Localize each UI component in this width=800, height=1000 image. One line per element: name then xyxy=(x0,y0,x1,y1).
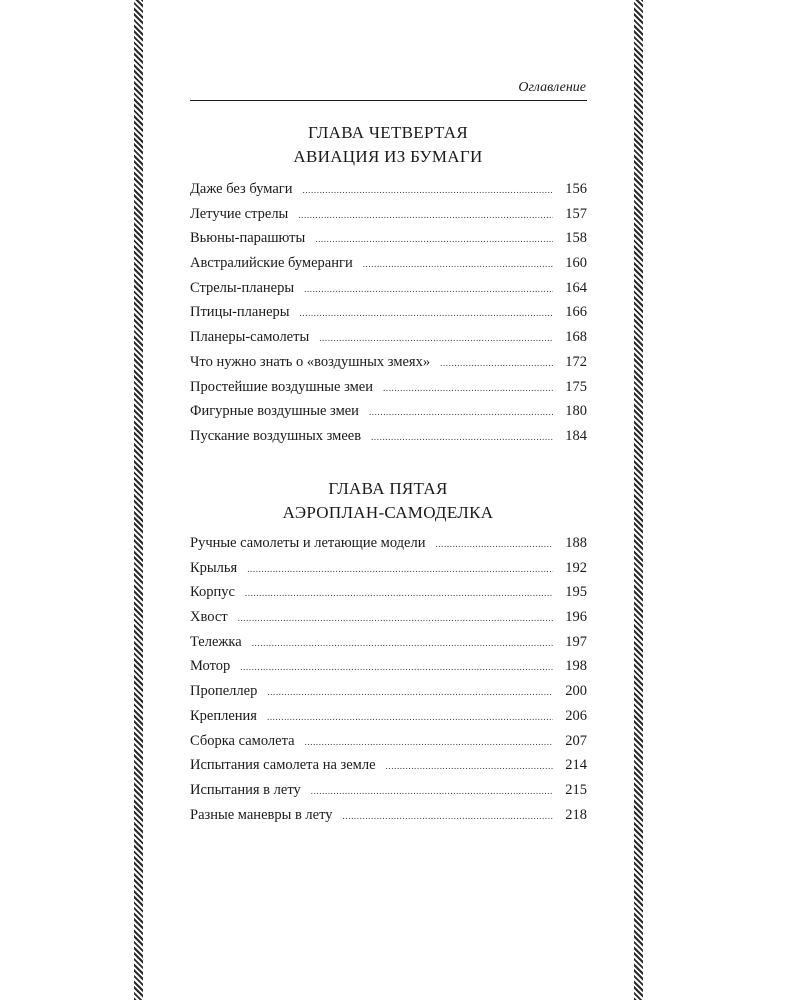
toc-entry xyxy=(190,580,587,605)
chapter-number: ГЛАВА ЧЕТВЕРТАЯ xyxy=(307,123,468,142)
toc-entry-page-number: 175 xyxy=(565,378,587,395)
dot-leader xyxy=(240,655,553,680)
toc-entry-title: Тележка xyxy=(190,633,242,650)
toc-entry-title: Даже без бумаги xyxy=(190,181,293,197)
toc-entry-page-number: 168 xyxy=(565,329,587,346)
toc-entry-page-number: 172 xyxy=(565,353,587,370)
toc-entry-title: Ручные самолеты и летающие модели xyxy=(190,535,426,551)
decorative-border-right xyxy=(634,0,643,1000)
toc-entry-page-number: 218 xyxy=(565,806,587,823)
toc-entry-page-number: 158 xyxy=(565,230,587,247)
toc-entry-title: Мотор xyxy=(190,658,231,675)
toc-entry-title: Разные маневры в лету xyxy=(190,806,333,823)
chapter-title: АВИАЦИЯ ИЗ БУМАГИ xyxy=(293,147,483,166)
dot-leader xyxy=(369,400,553,425)
toc-entry-title: Корпус xyxy=(190,584,235,601)
chapter-heading xyxy=(190,477,586,525)
toc-entry xyxy=(190,202,587,227)
dot-leader xyxy=(267,705,553,730)
dot-leader xyxy=(238,606,553,631)
toc-entry-title: Простейшие воздушные змеи xyxy=(190,378,373,395)
toc-entry-title: Птицы-планеры xyxy=(190,304,290,321)
toc-entry-page-number: 197 xyxy=(565,633,587,650)
toc-entry-page-number: 166 xyxy=(565,304,587,321)
toc-entry-title: Фигурные воздушные змеи xyxy=(190,403,359,420)
toc-entry-page-number: 192 xyxy=(565,559,587,576)
toc-entry-title: Хвост xyxy=(190,609,228,626)
toc-entry-title: Пускание воздушных змеев xyxy=(190,427,362,444)
toc-entry xyxy=(190,424,587,449)
toc-entry-page-number: 184 xyxy=(565,427,587,444)
toc-list xyxy=(190,177,587,449)
chapter-number: ГЛАВА ПЯТАЯ xyxy=(328,479,448,498)
dot-leader xyxy=(305,730,553,755)
toc-entry-page-number: 188 xyxy=(565,535,587,551)
dot-leader xyxy=(304,277,553,302)
decorative-border-left xyxy=(134,0,143,1000)
chapter-title: АЭРОПЛАН-САМОДЕЛКА xyxy=(282,503,494,522)
toc-entry-page-number: 195 xyxy=(565,584,587,601)
toc-entry-page-number: 214 xyxy=(565,757,587,774)
toc-entry-title: Стрелы-планеры xyxy=(190,279,295,296)
toc-entry-page-number: 200 xyxy=(565,683,587,700)
toc-entry-title: Испытания самолета на земле xyxy=(190,757,376,774)
toc-entry xyxy=(190,556,587,581)
dot-leader xyxy=(440,351,553,376)
toc-entry xyxy=(190,729,587,754)
toc-entry-title: Сборка самолета xyxy=(190,732,295,749)
toc-entry-page-number: 157 xyxy=(565,205,587,222)
dot-leader xyxy=(383,376,553,401)
dot-leader xyxy=(315,227,553,252)
toc-entry-page-number: 156 xyxy=(565,181,587,197)
toc-entry xyxy=(190,778,587,803)
toc-entry-page-number: 180 xyxy=(565,403,587,420)
toc-entry-title: Планеры-самолеты xyxy=(190,329,310,346)
toc-entry-page-number: 164 xyxy=(565,279,587,296)
toc-entry xyxy=(190,251,587,276)
toc-list xyxy=(190,531,587,827)
toc-entry xyxy=(190,399,587,424)
toc-entry-title: Что нужно знать о «воздушных змеях» xyxy=(190,353,431,370)
dot-leader xyxy=(247,557,553,582)
toc-entry-title: Австралийские бумеранги xyxy=(190,255,353,272)
dot-leader xyxy=(386,754,553,779)
dot-leader xyxy=(298,203,553,228)
toc-entry xyxy=(190,177,587,202)
toc-entry xyxy=(190,531,587,556)
dot-leader xyxy=(363,252,553,277)
toc-entry-page-number: 207 xyxy=(565,732,587,749)
toc-entry xyxy=(190,300,587,325)
toc-entry-page-number: 196 xyxy=(565,609,587,626)
dot-leader xyxy=(300,301,553,326)
toc-entry xyxy=(190,803,587,828)
dot-leader xyxy=(319,326,553,351)
toc-entry-page-number: 160 xyxy=(565,255,587,272)
toc-entry xyxy=(190,350,587,375)
toc-entry xyxy=(190,375,587,400)
toc-entry xyxy=(190,630,587,655)
toc-entry-page-number: 206 xyxy=(565,707,587,724)
header-rule xyxy=(190,100,587,101)
toc-entry xyxy=(190,753,587,778)
dot-leader xyxy=(267,680,553,705)
toc-entry-page-number: 198 xyxy=(565,658,587,675)
toc-entry-title: Вьюны-парашюты xyxy=(190,230,306,247)
dot-leader xyxy=(252,631,553,656)
dot-leader xyxy=(343,804,553,829)
dot-leader xyxy=(245,581,553,606)
chapter-heading xyxy=(190,121,586,169)
toc-entry-page-number: 215 xyxy=(565,781,587,798)
dot-leader xyxy=(302,178,553,203)
toc-entry xyxy=(190,679,587,704)
toc-entry xyxy=(190,654,587,679)
running-head: Оглавление xyxy=(518,80,586,95)
toc-entry-title: Крылья xyxy=(190,559,238,576)
toc-entry-title: Испытания в лету xyxy=(190,781,301,798)
dot-leader xyxy=(371,425,553,450)
toc-entry-title: Пропеллер xyxy=(190,683,258,700)
toc-entry xyxy=(190,276,587,301)
toc-entry xyxy=(190,226,587,251)
toc-entry xyxy=(190,704,587,729)
dot-leader xyxy=(435,532,553,557)
toc-entry xyxy=(190,325,587,350)
toc-entry-title: Крепления xyxy=(190,707,257,724)
toc-entry xyxy=(190,605,587,630)
dot-leader xyxy=(311,779,553,804)
toc-entry-title: Летучие стрелы xyxy=(190,205,289,222)
